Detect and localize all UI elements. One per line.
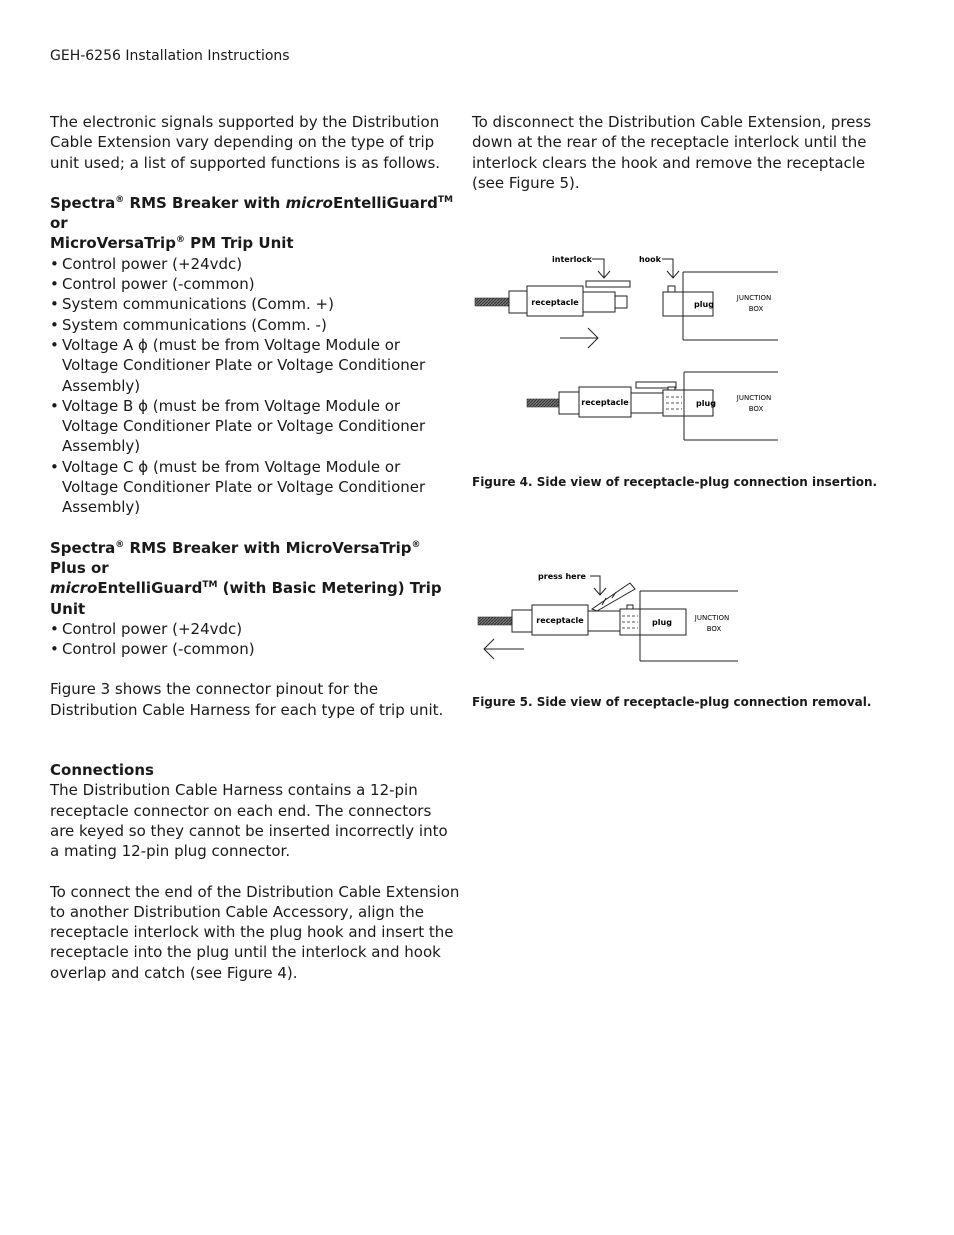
- connections-paragraph-1: The Distribution Cable Harness contains a 12-pin receptacle connector on each end. The connectors are keyed so they cannot be inserted incorrectly into a mating 12-pin plug connector.: [50, 781, 448, 861]
- cable-collar: [512, 610, 532, 632]
- junction-label: JUNCTION: [736, 294, 772, 302]
- cable-collar: [509, 291, 527, 313]
- figure4-diagram: [470, 250, 790, 450]
- insert-direction-arrow-icon: [560, 328, 598, 348]
- list-item: • Voltage C ϕ (must be from Voltage Module or Voltage Conditioner Plate or Voltage Conditioner Assembly): [50, 457, 460, 518]
- connections-paragraph-2: To connect the end of the Distribution Cable Extension to another Distribution Cable Accessory, align the receptacle interlock with the plug hook and insert the receptacle into the plug until the interlock and hook overlap and catch (see Figure 4).: [50, 882, 460, 982]
- list-item: • System communications (Comm. +): [50, 294, 460, 314]
- box-label: BOX: [748, 305, 764, 313]
- receptacle-nose: [631, 393, 665, 413]
- interlock-bar: [586, 281, 630, 287]
- press-here-label: press here: [538, 572, 586, 581]
- list-item: • Control power (-common): [50, 274, 460, 294]
- figure3-reference-paragraph: Figure 3 shows the connector pinout for the Distribution Cable Harness for each type of trip unit.: [50, 680, 444, 719]
- plug-label: plug: [696, 399, 716, 408]
- receptacle-nose: [588, 611, 622, 631]
- interlock-label: interlock: [552, 255, 592, 264]
- list-item: • Voltage B ϕ (must be from Voltage Module or Voltage Conditioner Plate or Voltage Conditioner Assembly): [50, 396, 460, 457]
- junction-label: JUNCTION: [736, 394, 772, 402]
- receptacle-label: receptacle: [581, 398, 629, 407]
- figure5-caption: Figure 5. Side view of receptacle-plug connection removal.: [472, 695, 872, 709]
- figure4-caption: Figure 4. Side view of receptacle-plug connection insertion.: [472, 475, 878, 489]
- list-item: • Voltage A ϕ (must be from Voltage Module or Voltage Conditioner Plate or Voltage Conditioner Assembly): [50, 335, 460, 396]
- section2-heading: Spectra® RMS Breaker with MicroVersaTrip® Plus or microEntelliGuard™ (with Basic Metering) Trip Unit: [50, 538, 442, 618]
- receptacle-tip: [615, 296, 627, 308]
- receptacle-label: receptacle: [536, 616, 584, 625]
- receptacle-label: receptacle: [531, 298, 579, 307]
- press-arrow-icon: [590, 576, 606, 595]
- junction-label: JUNCTION: [694, 614, 730, 622]
- connections-heading: Connections: [50, 761, 154, 780]
- hook-label: hook: [638, 255, 662, 264]
- document-header: GEH-6256 Installation Instructions: [50, 48, 290, 64]
- plug-label: plug: [652, 618, 672, 627]
- box-label: BOX: [748, 405, 764, 413]
- interlock-arrow-icon: [592, 259, 610, 278]
- hook-tab: [668, 286, 675, 292]
- list-item: • Control power (+24vdc): [50, 254, 460, 274]
- section2-list: [50, 619, 460, 660]
- remove-direction-arrow-icon: [484, 639, 524, 659]
- list-item: • Control power (+24vdc): [50, 619, 460, 639]
- right-column: [472, 112, 872, 193]
- list-item: • Control power (-common): [50, 639, 460, 659]
- disconnect-paragraph: To disconnect the Distribution Cable Extension, press down at the rear of the receptacle interlock until the interlock clears the hook and remove the receptacle (see Figure 5).: [472, 113, 872, 192]
- cable-icon: [478, 617, 512, 625]
- cable-icon: [475, 298, 509, 306]
- figure5-diagram: [470, 565, 750, 675]
- plug-label: plug: [694, 300, 714, 309]
- section1-heading: Spectra® RMS Breaker with microEntelliGuard™ or MicroVersaTrip® PM Trip Unit: [50, 193, 454, 253]
- cable-collar: [559, 392, 579, 414]
- intro-paragraph: The electronic signals supported by the Distribution Cable Extension vary depending on the type of trip unit used; a list of supported functions is as follows.: [50, 113, 441, 172]
- receptacle-nose: [583, 292, 615, 312]
- section1-list: [50, 254, 460, 518]
- box-label: BOX: [706, 625, 722, 633]
- hook-arrow-icon: [662, 259, 679, 278]
- cable-icon: [527, 399, 561, 407]
- list-item: • System communications (Comm. -): [50, 315, 460, 335]
- left-column: [50, 112, 460, 983]
